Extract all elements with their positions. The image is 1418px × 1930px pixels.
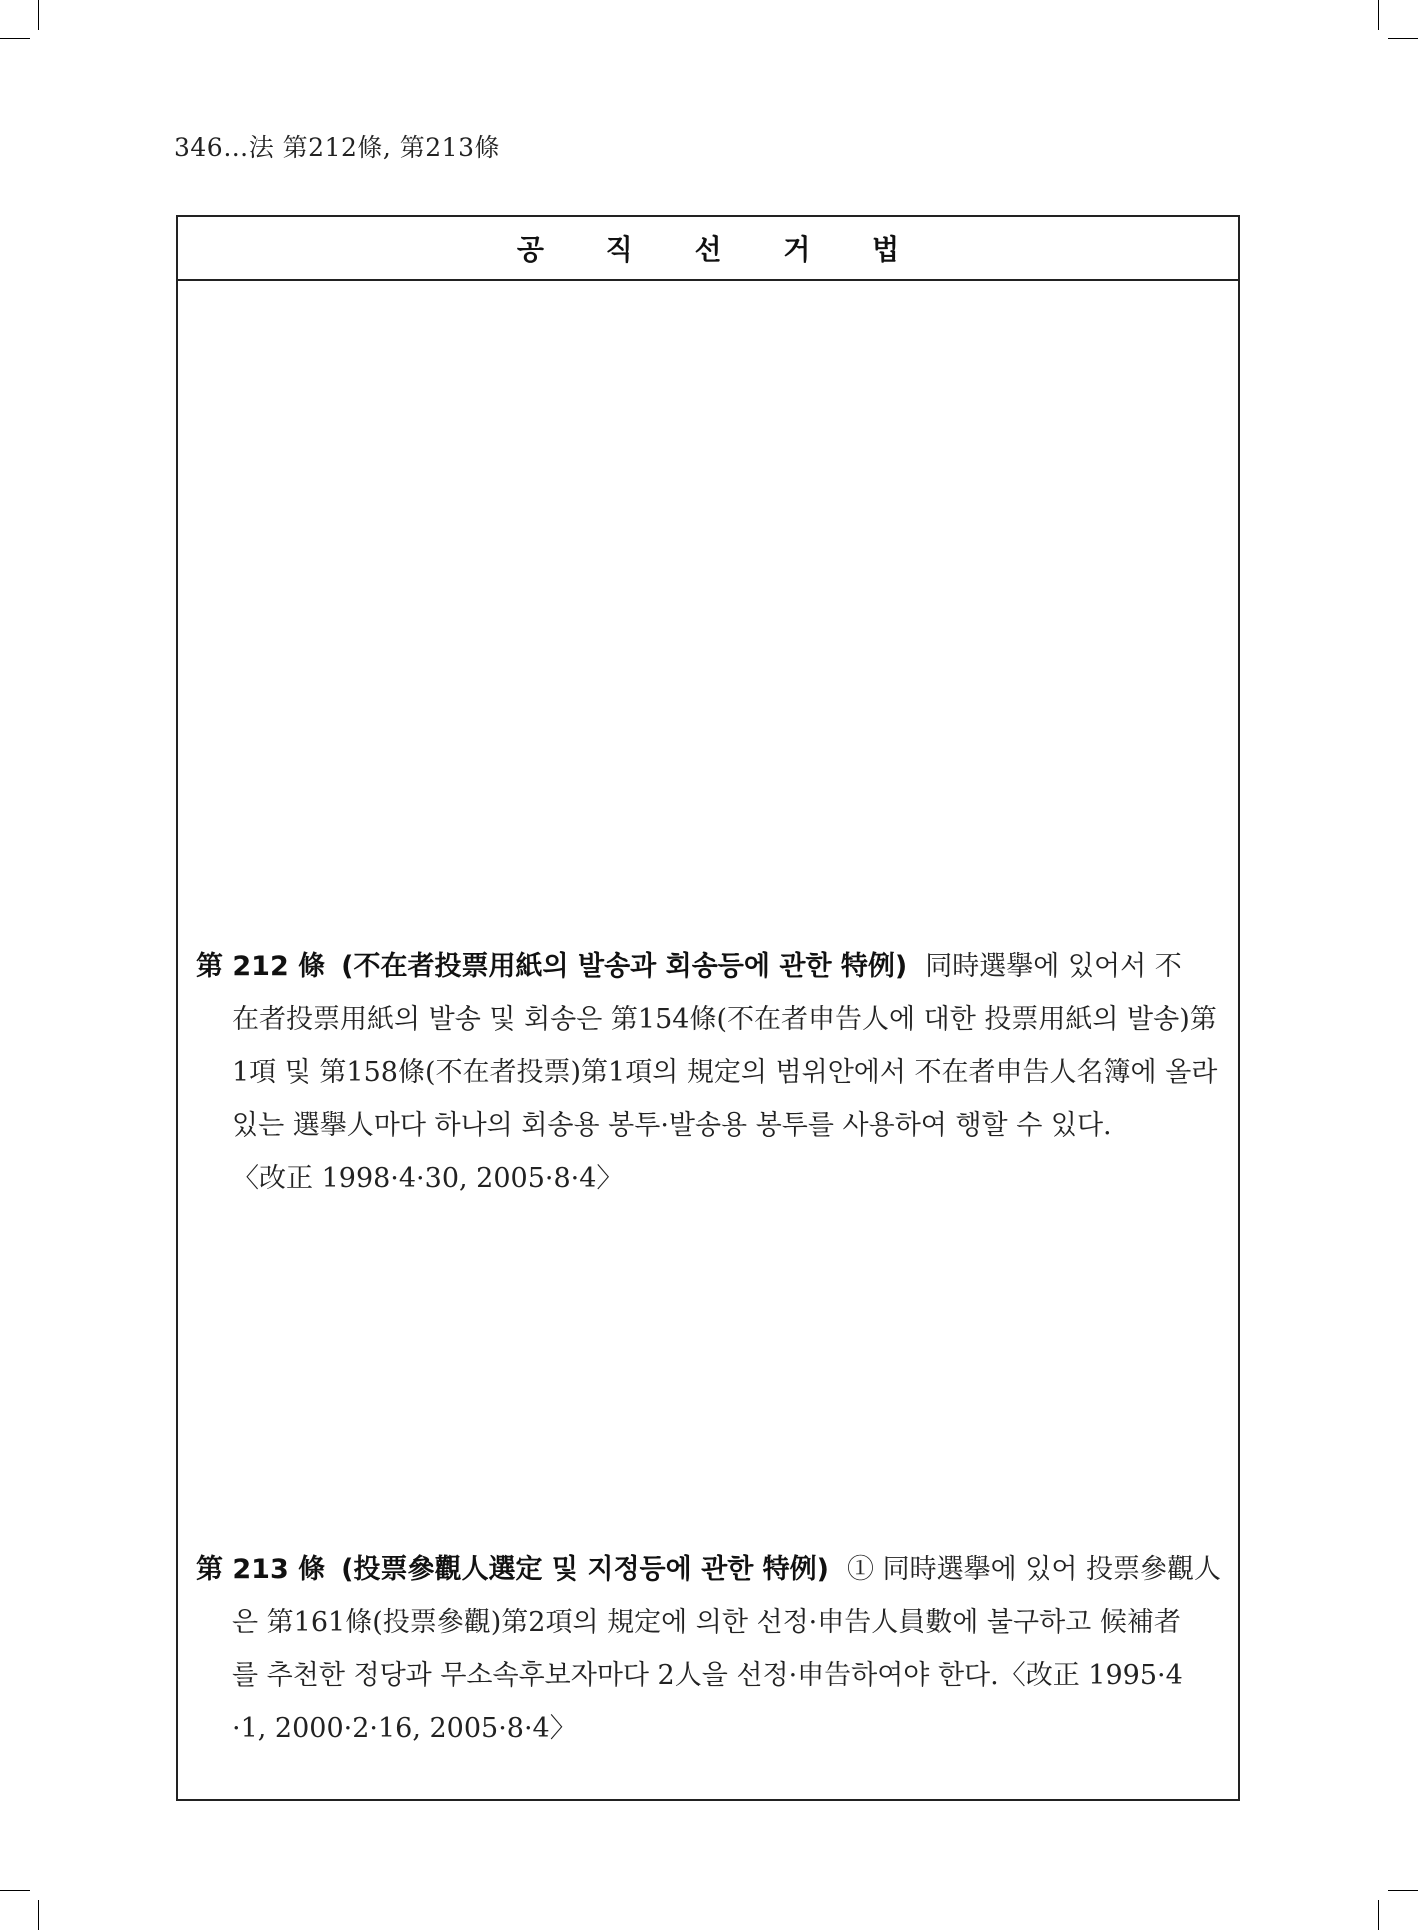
running-head: 346…法 第212條, 第213條: [174, 133, 500, 162]
article-text-line: 1項 및 第158條(不在者投票)第1項의 規定의 범위안에서 不在者申告人名簿에 올라: [232, 1057, 1218, 1088]
frame-title: 공 직 선 거 법: [516, 233, 926, 266]
article-number: 第 213 條: [196, 1554, 326, 1585]
article-first-line: [196, 1543, 1222, 1596]
crop-mark: [1378, 1900, 1379, 1930]
frame-header: [178, 217, 1238, 281]
crop-mark: [38, 1900, 39, 1930]
article-text-line: 은 第161條(投票參觀)第2項의 規定에 의한 선정·申告人員數에 불구하고 候補者: [232, 1607, 1181, 1638]
crop-mark: [1388, 1890, 1418, 1891]
article-text-line: 在者投票用紙의 발송 및 회송은 第154條(不在者申告人에 대한 投票用紙의 발송)第: [232, 1004, 1217, 1035]
article-number: 第 212 條: [196, 951, 326, 982]
article-212: [196, 940, 1218, 1205]
crop-mark: [1388, 38, 1418, 39]
crop-mark: [1378, 0, 1379, 30]
article-caption: (不在者投票用紙의 발송과 회송등에 관한 特例): [341, 951, 908, 982]
article-first-line: [196, 940, 1218, 993]
article-213: [196, 1543, 1222, 1755]
crop-mark: [0, 38, 30, 39]
article-caption: (投票參觀人選定 및 지정등에 관한 特例): [341, 1554, 830, 1585]
amendment-note: 〈改正 1998·4·30, 2005·8·4〉: [232, 1163, 624, 1194]
article-text-line: 同時選擧에 있어서 不: [925, 951, 1182, 982]
article-text-line: 있는 選擧人마다 하나의 회송용 봉투·발송용 봉투를 사용하여 행할 수 있다.: [232, 1110, 1112, 1141]
article-text-line: ① 同時選擧에 있어 投票參觀人: [847, 1554, 1222, 1585]
article-text-line: 를 추천한 정당과 무소속후보자마다 2人을 선정·申告하여야 한다.〈改正 1995·4: [232, 1660, 1183, 1691]
document-frame: [176, 215, 1240, 1801]
crop-mark: [0, 1890, 30, 1891]
crop-mark: [38, 0, 39, 30]
amendment-note: ·1, 2000·2·16, 2005·8·4〉: [232, 1713, 577, 1744]
